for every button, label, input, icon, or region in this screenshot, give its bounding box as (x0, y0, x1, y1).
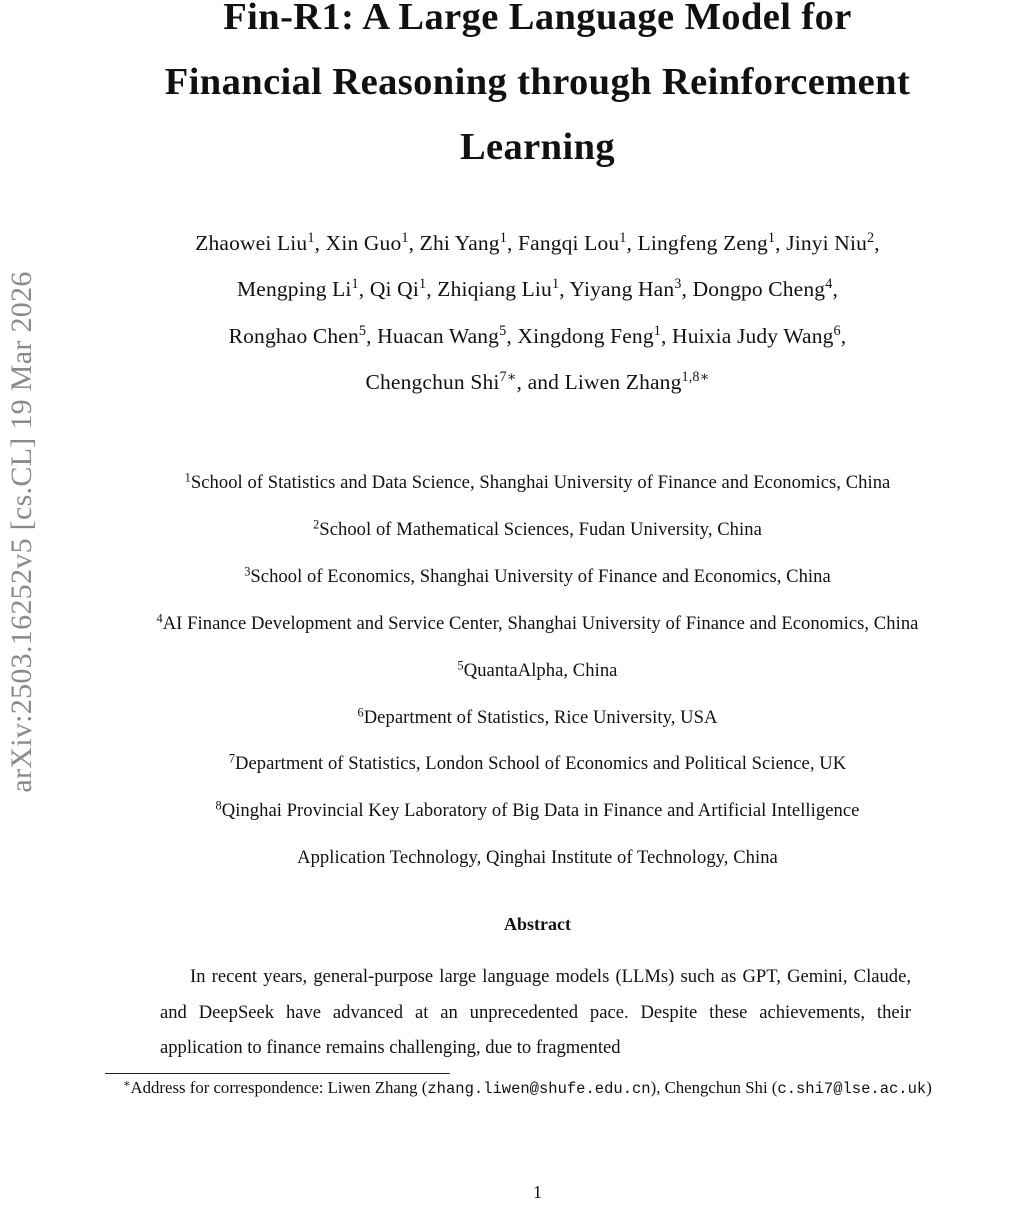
affiliation-text: Qinghai Provincial Key Laboratory of Big Data in Finance and Artificial Intelligence (221, 800, 860, 822)
author-separator: , (366, 323, 378, 348)
footnote (105, 1072, 965, 1105)
affiliation-number: 6 (357, 704, 364, 719)
affiliation-text: Department of Statistics, London School of Economics and Political Science, UK (235, 753, 847, 775)
author-affiliation-mark: 6 (833, 322, 841, 339)
affiliation-text: School of Statistics and Data Science, Shanghai University of Finance and Economics, China (190, 472, 891, 493)
affiliation-text: Department of Statistics, Rice University, USA (363, 706, 718, 728)
affiliation-number: 1 (184, 470, 191, 485)
affiliation-text: School of Mathematical Sciences, Fudan University, China (319, 518, 762, 540)
author-affiliation-mark: 1 (351, 276, 359, 293)
affiliation (0, 835, 1021, 882)
author-name: Zhaowei Liu (195, 231, 308, 255)
affiliation-text: QuantaAlpha, China (463, 659, 618, 681)
author-line (0, 220, 1021, 266)
email-link[interactable]: c.shi7@lse.ac.uk (777, 1080, 927, 1098)
author-list (0, 220, 1021, 405)
affiliation (0, 695, 1021, 742)
title-line: Fin-R1: A Large Language Model for (223, 0, 852, 38)
author-affiliation-mark: 1 (767, 230, 776, 247)
author-separator: , (840, 323, 847, 348)
author-separator: , (832, 277, 838, 302)
author-name: Lingfeng Zeng (637, 231, 768, 255)
affiliation-number: 8 (215, 798, 222, 813)
author-name: Mengping Li (237, 277, 352, 302)
affiliation (0, 554, 1021, 601)
author-affiliation-mark: 4 (825, 276, 833, 293)
author-affiliation-mark: 1 (307, 230, 315, 247)
author-separator: , (626, 231, 638, 255)
affiliation-list (0, 460, 1021, 882)
author-name: Qi Qi (369, 277, 419, 302)
author-separator: , (660, 323, 673, 348)
footnote-text: ) (926, 1078, 932, 1097)
author-affiliation-mark: 1 (653, 322, 661, 339)
affiliation-number: 4 (156, 610, 163, 625)
abstract-heading: Abstract (504, 914, 571, 934)
affiliation (0, 507, 1021, 554)
author-name: Ronghao Chen (228, 323, 359, 348)
author-affiliation-mark: 1 (418, 276, 427, 293)
author-affiliation-mark: 2 (867, 230, 875, 247)
author-separator: , and (516, 369, 565, 394)
author-affiliation-mark: 1 (401, 230, 409, 247)
affiliation-number: 5 (457, 657, 464, 672)
author-separator: , (506, 323, 518, 348)
author-separator: , (681, 277, 693, 302)
affiliation (0, 460, 1021, 507)
author-line (0, 359, 1021, 405)
author-name: Zhiqiang Liu (437, 277, 552, 302)
author-name: Dongpo Cheng (692, 277, 826, 302)
affiliation (0, 648, 1021, 695)
author-affiliation-mark: 5 (499, 322, 507, 339)
author-affiliation-mark: 3 (674, 276, 682, 293)
author-affiliation-mark: 1 (499, 230, 507, 247)
page-number: 1 (533, 1182, 542, 1202)
footnote-text: ), Chengchun Shi ( (650, 1078, 778, 1097)
author-name: Zhi Yang (419, 231, 500, 255)
author-affiliation-mark: 1 (619, 230, 627, 247)
author-affiliation-mark: 1,8∗ (681, 369, 710, 386)
author-affiliation-mark: 1 (551, 276, 560, 293)
author-name: Liwen Zhang (564, 369, 682, 394)
author-separator: , (874, 231, 880, 255)
author-name: Xin Guo (325, 231, 402, 255)
author-name: Jinyi Niu (786, 231, 867, 255)
author-separator: , (506, 231, 519, 255)
author-separator: , (408, 231, 420, 255)
author-name: Huixia Judy Wang (672, 323, 834, 348)
author-name: Fangqi Lou (518, 231, 620, 255)
author-line (0, 313, 1021, 359)
footnote-text: Address for correspondence: Liwen Zhang ( (130, 1078, 428, 1097)
author-separator: , (358, 277, 370, 302)
author-affiliation-mark: 7∗ (499, 369, 517, 386)
abstract-text: In recent years, general-purpose large language models (LLMs) such as GPT, Gemini, Claude, and DeepSeek have advanced at an unprecedented pace. Despite these achievements, their application to finance remains challenging, due to fragmented (160, 966, 911, 1058)
author-separator: , (775, 231, 787, 255)
affiliation-text: School of Economics, Shanghai University of Finance and Economics, China (250, 565, 831, 587)
author-name: Xingdong Feng (517, 323, 654, 348)
author-line (0, 266, 1021, 312)
author-affiliation-mark: 5 (358, 322, 367, 339)
paper-title (0, 0, 1021, 180)
author-separator: , (426, 277, 438, 302)
author-name: Yiyang Han (569, 277, 675, 302)
affiliation (0, 601, 1021, 648)
affiliation-text: Application Technology, Qinghai Institute of Technology, China (297, 847, 778, 869)
arxiv-identifier-stamp: arXiv:2503.16252v5 [cs.CL] 19 Mar 2026 (5, 271, 38, 793)
email-link[interactable]: zhang.liwen@shufe.edu.cn (427, 1080, 651, 1098)
affiliation (0, 741, 1021, 788)
title-line: Financial Reasoning through Reinforcement (164, 61, 911, 103)
author-name: Huacan Wang (377, 323, 500, 348)
title-line: Learning (459, 126, 616, 168)
affiliation-number: 3 (244, 564, 251, 579)
author-separator: , (314, 231, 326, 255)
affiliation-number: 2 (313, 517, 320, 532)
affiliation-text: AI Finance Development and Service Center, Shanghai University of Finance and Economics, China (162, 612, 919, 634)
affiliation-number: 7 (228, 751, 235, 766)
footnote-marker: ∗ (123, 1077, 131, 1090)
affiliation (0, 788, 1021, 835)
author-separator: , (559, 277, 570, 302)
author-name: Chengchun Shi (365, 369, 500, 394)
